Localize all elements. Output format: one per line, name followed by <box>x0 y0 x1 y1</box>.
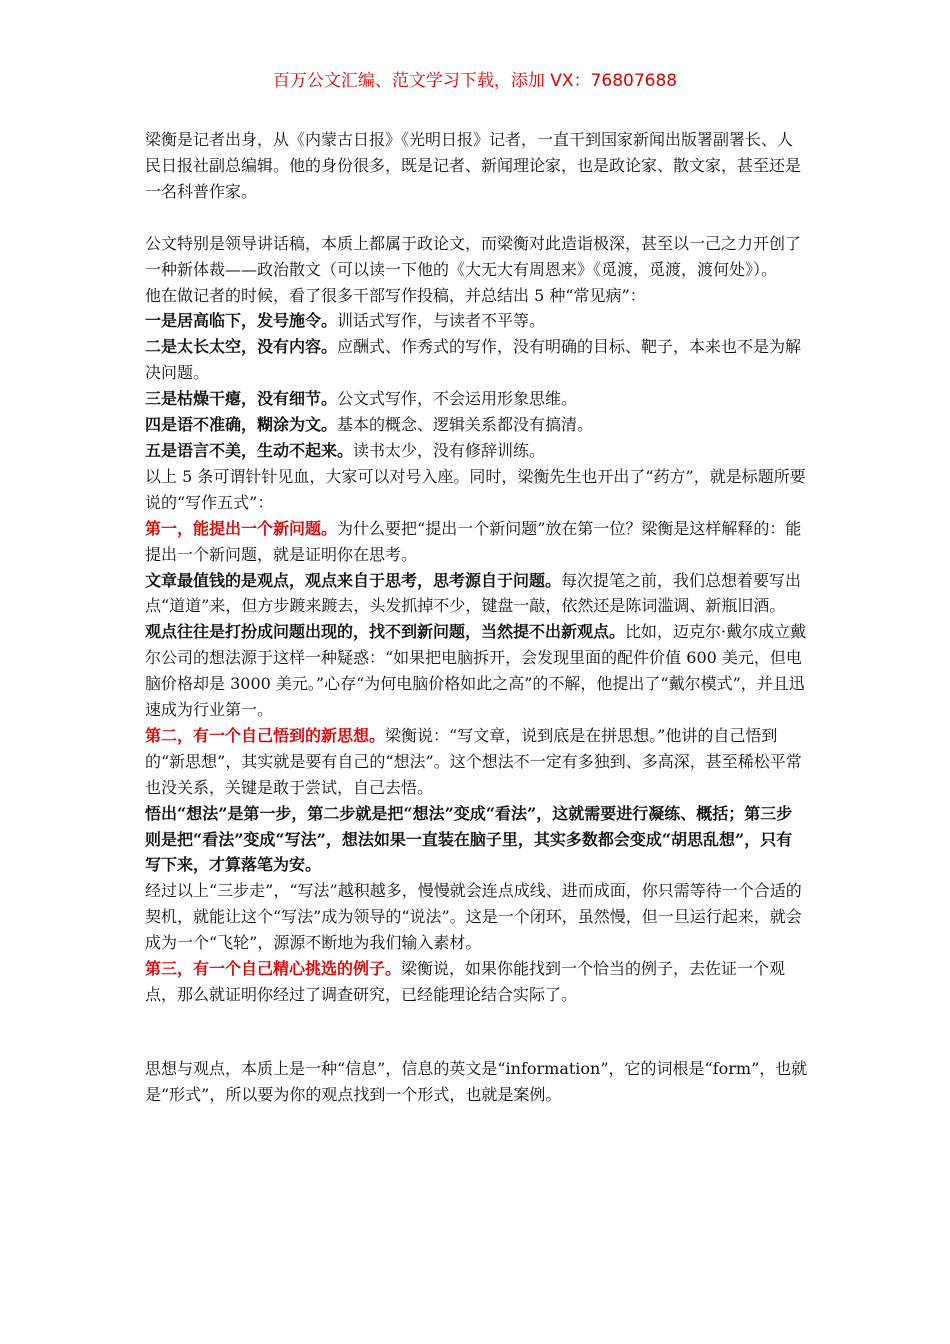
paragraph-three-steps: 悟出“想法”是第一步，第二步就是把“想法”变成“看法”，这就需要进行凝练、概括；第三步则是把“看法”变成“写法”，想法如果一直装在脑子里，其实多数都会变成“胡思乱想”，只有写下来，才算落笔为安。 <box>145 803 793 875</box>
ill-item-4-heading: 四是语不准确，糊涂为文。 <box>145 415 338 435</box>
header-banner: 百万公文汇编、范文学习下载，添加 VX：76807688 <box>272 71 678 91</box>
paragraph-information: 思想与观点，本质上是一种“信息”，信息的英文是“information”，它的词根是“form”，也就是“形式”，所以要为你的观点找到一个形式，也就是案例。 <box>145 1058 808 1104</box>
viewpoint-value-heading: 文章最值钱的是观点，观点来自于思考，思考源自于问题。 <box>145 570 562 590</box>
paragraph-prescription: 以上 5 条可谓针针见血，大家可以对号入座。同时，梁衡先生也开出了“药方”，就是标题所要说的“写作五式”： <box>145 466 806 512</box>
ill-item-1-heading: 一是居高临下，发号施令。 <box>145 311 338 331</box>
formula-3-heading: 第三，有一个自己精心挑选的例子。 <box>145 959 402 979</box>
ill-item-5-heading: 五是语言不美，生动不起来。 <box>145 440 354 460</box>
ill-item-2-text: 应酬式、作秀式的写作，没有明确的目标、靶子，本来也不是为解决问题。 <box>145 337 802 383</box>
ill-item-4-text: 基本的概念、逻辑关系都没有搞清。 <box>337 415 594 435</box>
formula-2-heading: 第二，有一个自己悟到的新思想。 <box>145 725 386 745</box>
ill-item-5-text: 读书太少，没有修辞训练。 <box>353 440 546 460</box>
ill-item-3-text: 公文式写作，不会运用形象思维。 <box>337 389 578 409</box>
formula-1-text: 为什么要把“提出一个新问题”放在第一位？梁衡是这样解释的：能提出一个新问题，就是证明你在思考。 <box>145 518 802 564</box>
paragraph-five-ills-intro: 他在做记者的时候，看了很多干部写作投稿，并总结出 5 种“常见病”： <box>145 285 646 305</box>
viewpoint-value-text: 每次提笔之前，我们总想着要写出点“道道”来，但方步踱来踱去，头发抓掉不少，键盘一敲，依然还是陈词滥调、新瓶旧酒。 <box>145 570 802 616</box>
paragraph-political-prose: 公文特别是领导讲话稿，本质上都属于政论文，而梁衡对此造诣极深，甚至以一己之力开创了一种新体裁——政治散文（可以读一下他的《大无大有周恩来》《觅渡，觅渡，渡何处》）。 <box>145 233 802 279</box>
dell-example-text: 比如，迈克尔·戴尔成立戴尔公司的想法源于这样一种疑惑：“如果把电脑拆开，会发现里面的配件价值 600 美元，但电脑价格却是 3000 美元。”心存“为何电脑价格如此之高”的不解，他提出了“戴尔模式”，并且迅速成为行业第一。 <box>145 622 807 720</box>
paragraph-viewpoint-value <box>145 568 808 620</box>
paragraph-dell-example <box>145 619 808 723</box>
dell-example-heading: 观点往往是打扮成问题出现的，找不到新问题，当然提不出新观点。 <box>145 622 626 642</box>
formula-2-text: 梁衡说：“写文章，说到底是在拼思想。”他讲的自己悟到的“新思想”，其实就是要有自己的“想法”。这个想法不一定有多独到、多高深，甚至稀松平常也没关系，关键是敢于尝试，自己去悟。 <box>145 725 802 797</box>
ill-item-4 <box>145 412 808 438</box>
paragraph-flywheel: 经过以上“三步走”，“写法”越积越多，慢慢就会连点成线、进而成面，你只需等待一个合适的契机，就能让这个“写法”成为领导的“说法”。这是一个闭环，虽然慢，但一旦运行起来，就会成为一个“飞轮”，源源不断地为我们输入素材。 <box>145 881 802 953</box>
formula-3 <box>145 956 808 1008</box>
formula-1-heading: 第一，能提出一个新问题。 <box>145 518 338 538</box>
ill-item-2 <box>145 334 808 386</box>
ill-item-3 <box>145 386 808 412</box>
formula-1 <box>145 516 808 568</box>
ill-item-2-heading: 二是太长太空，没有内容。 <box>145 337 338 357</box>
paragraph-spacer <box>145 205 808 231</box>
article-body <box>145 127 808 1108</box>
paragraph-spacer <box>145 1008 808 1056</box>
ill-item-3-heading: 三是枯燥干瘪，没有细节。 <box>145 389 338 409</box>
ill-item-1-text: 训话式写作，与读者不平等。 <box>337 311 546 331</box>
formula-3-text: 梁衡说，如果你能找到一个恰当的例子，去佐证一个观点，那么就证明你经过了调查研究，已经能理论结合实际了。 <box>145 959 786 1004</box>
paragraph-intro: 梁衡是记者出身，从《内蒙古日报》《光明日报》记者，一直干到国家新闻出版署副署长、人民日报社副总编辑。他的身份很多，既是记者、新闻理论家，也是政论家、散文家，甚至还是一名科普作家。 <box>145 130 802 201</box>
formula-2 <box>145 723 808 801</box>
ill-item-1 <box>145 308 808 334</box>
ill-item-5 <box>145 438 808 464</box>
